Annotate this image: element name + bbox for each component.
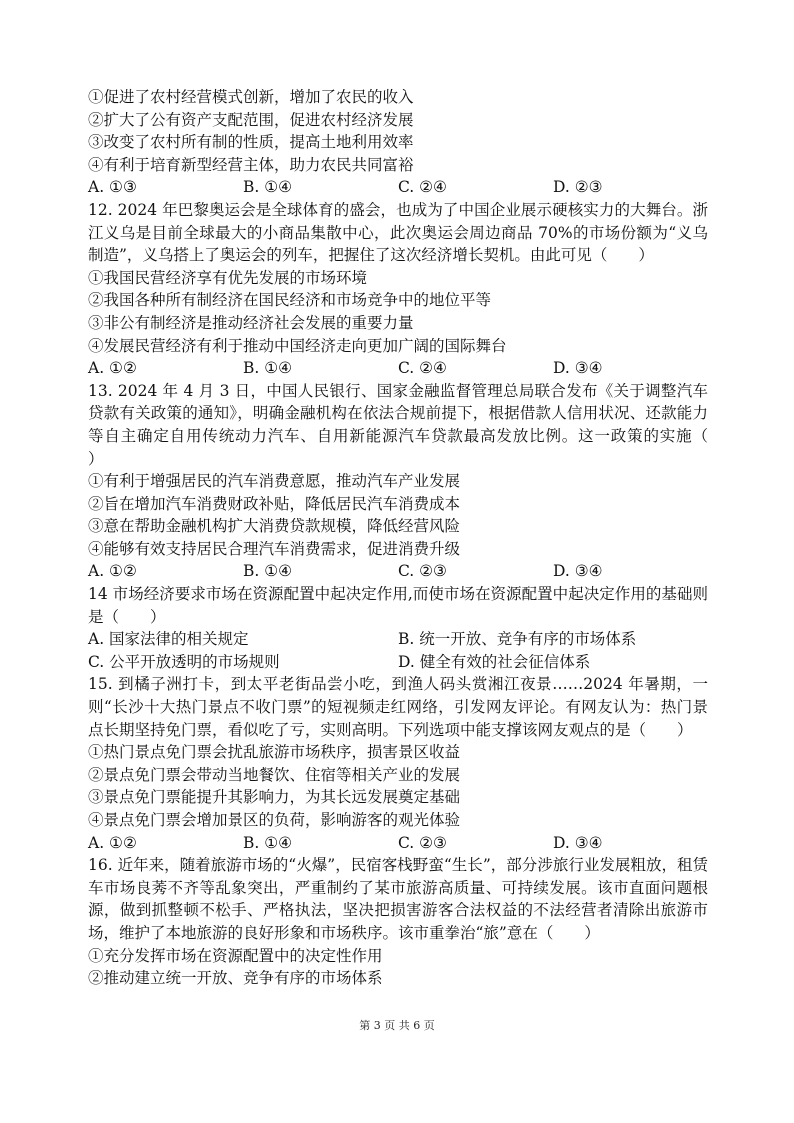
answer-options <box>88 560 708 583</box>
question-16 <box>88 854 708 990</box>
choice-item: ①热门景点免门票会扰乱旅游市场秩序，损害景区收益 <box>88 743 461 762</box>
answer-options <box>88 176 708 199</box>
option-c: C. ②④ <box>398 359 447 378</box>
option-d: D. ③④ <box>553 562 603 581</box>
option-c: C. 公平开放透明的市场规则 <box>88 652 280 671</box>
answer-options-row-2 <box>88 651 708 674</box>
question-stem: 16. 近年来，随着旅游市场的“火爆”，民宿客栈野蛮“生长”，部分涉旅行业发展粗放，租赁车市场良莠不齐等乱象突出，严重制约了某市旅游高质量、可持续发展。该市直面问题根源，做到抓整顿不松手、严格执法，坚决把损害游客合法权益的不法经营者清除出旅游市场，维护了本地旅游的良好形象和市场秩序。该市重拳治“旅”意在（ ） <box>88 856 708 942</box>
option-d: D. ②③ <box>553 178 603 197</box>
choice-item: ①促进了农村经营模式创新，增加了农民的收入 <box>88 88 414 106</box>
choice-item: ②推动建立统一开放、竞争有序的市场体系 <box>88 969 383 988</box>
answer-options <box>88 832 708 855</box>
option-a: A. ①② <box>88 833 137 852</box>
question-stem: 15. 到橘子洲打卡，到太平老街品尝小吃，到渔人码头赏湘江夜景……2024 年暑期，一则“长沙十大热门景点不收门票”的短视频走红网络，引发网友评论。有网友认为：热门景点长期坚持免门票，看似吃了亏，实则高明。下列选项中能支撑该网友观点的是（ ） <box>88 675 708 739</box>
choice-item: ②景点免门票会带动当地餐饮、住宿等相关产业的发展 <box>88 765 461 784</box>
answer-options <box>88 357 708 380</box>
option-a: A. ①② <box>88 359 137 378</box>
option-a: A. ①② <box>88 562 137 581</box>
answer-options-row-1 <box>88 628 708 651</box>
option-c: C. ②④ <box>398 178 447 197</box>
question-12 <box>88 199 708 380</box>
choice-item: ④有利于培育新型经营主体，助力农民共同富裕 <box>88 155 414 174</box>
choice-item: ④发展民营经济有利于推动中国经济走向更加广阔的国际舞台 <box>88 336 507 355</box>
choice-item: ③景点免门票能提升其影响力，为其长远发展奠定基础 <box>88 788 461 807</box>
choice-item: ①充分发挥市场在资源配置中的决定性作用 <box>88 946 383 965</box>
choice-item: ④能够有效支持居民合理汽车消费需求，促进消费升级 <box>88 539 461 558</box>
choice-item: ④景点免门票会增加景区的负荷，影响游客的观光体验 <box>88 811 461 829</box>
option-b: B. ①④ <box>243 833 293 852</box>
option-b: B. 统一开放、竞争有序的市场体系 <box>398 630 637 649</box>
option-d: D. ③④ <box>553 833 603 852</box>
choice-item: ③非公有制经济是推动经济社会发展的重要力量 <box>88 313 414 332</box>
choice-item: ②扩大了公有资产支配范围，促进农村经济发展 <box>88 110 414 129</box>
question-14 <box>88 583 708 673</box>
choice-item: ①我国民营经济享有优先发展的市场环境 <box>88 268 368 287</box>
choice-item: ③意在帮助金融机构扩大消费贷款规模，降低经营风险 <box>88 517 461 536</box>
question-stem: 14 市场经济要求市场在资源配置中起决定作用,而使市场在资源配置中起决定作用的基础则是（ ） <box>88 585 708 626</box>
question-15 <box>88 673 708 854</box>
option-b: B. ①④ <box>243 359 293 378</box>
question-11-tail <box>88 86 708 199</box>
option-c: C. ②③ <box>398 562 447 581</box>
option-d: D. ③④ <box>553 359 603 378</box>
question-13 <box>88 380 740 583</box>
choice-item: ②旨在增加汽车消费财政补贴，降低居民汽车消费成本 <box>88 494 461 513</box>
exam-page <box>88 86 740 990</box>
choice-item: ②我国各种所有制经济在国民经济和市场竞争中的地位平等 <box>88 291 492 310</box>
choice-item: ③改变了农村所有制的性质，提高土地利用效率 <box>88 133 414 152</box>
question-stem: 13. 2024 年 4 月 3 日，中国人民银行、国家金融监督管理总局联合发布《关于调整汽车贷款有关政策的通知》，明确金融机构在依法合规前提下，根据借款人信用状况、还款能力等自主确定自用传统动力汽车、自用新能源汽车贷款最高发放比例。这一政策的实施（ ） <box>88 381 740 468</box>
option-a: A. 国家法律的相关规定 <box>88 630 249 649</box>
question-stem: 12. 2024 年巴黎奥运会是全球体育的盛会，也成为了中国企业展示硬核实力的大舞台。浙江义乌是目前全球最大的小商品集散中心，此次奥运会周边商品 70%的市场份额为“义乌制造”，义乌搭上了奥运会的列车，把握住了这次经济增长契机。由此可见（ ） <box>88 200 708 265</box>
option-d: D. 健全有效的社会征信体系 <box>398 652 591 671</box>
option-b: B. ①④ <box>243 178 293 197</box>
option-b: B. ①④ <box>243 562 293 581</box>
option-c: C. ②③ <box>398 833 447 852</box>
choice-item: ①有利于增强居民的汽车消费意愿，推动汽车产业发展 <box>88 472 461 491</box>
page-number: 第 3 页 共 6 页 <box>359 1019 435 1032</box>
option-a: A. ①③ <box>88 178 137 197</box>
